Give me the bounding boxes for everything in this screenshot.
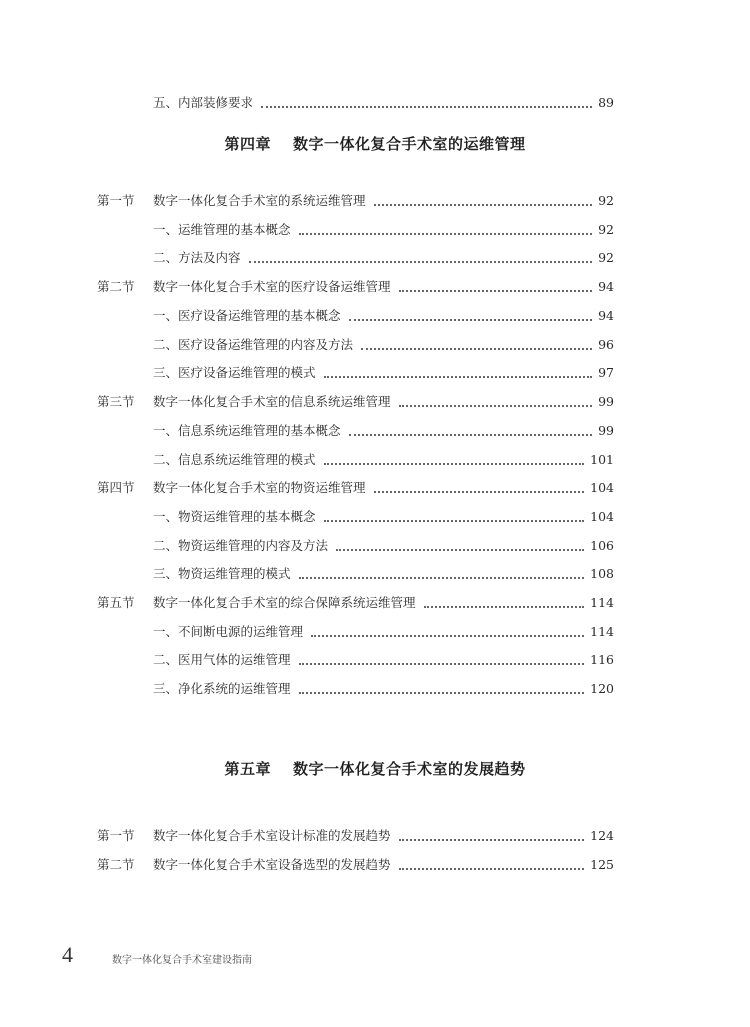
toc-entry-page: 94: [598, 279, 614, 294]
dot-leader: [299, 577, 585, 579]
chapter-title: 数字一体化复合手术室的运维管理: [293, 135, 526, 153]
toc-entry-page: 114: [590, 595, 614, 610]
toc-subsection: [153, 248, 614, 268]
dot-leader: [374, 204, 593, 206]
toc-entry-title: 数字一体化复合手术室的物资运维管理: [153, 480, 366, 495]
dot-leader: [349, 319, 593, 321]
toc-entry-page: 99: [598, 423, 614, 438]
toc-entry-title: 三、净化系统的运维管理: [153, 681, 291, 696]
section-number: 第二节: [97, 279, 135, 294]
toc-entry-page: 116: [590, 652, 614, 667]
toc-entry-page: 99: [598, 394, 614, 409]
dot-leader: [324, 463, 585, 465]
section-number: 第三节: [97, 394, 135, 409]
dot-leader: [399, 868, 585, 870]
toc-entry-title: 一、运维管理的基本概念: [153, 222, 291, 237]
dot-leader: [261, 106, 592, 108]
toc-entry-page: 106: [590, 538, 614, 553]
toc-entry-title: 二、物资运维管理的内容及方法: [153, 538, 329, 553]
toc-subsection: [153, 622, 614, 642]
toc-entry-page: 104: [590, 480, 614, 495]
dot-leader: [349, 434, 593, 436]
toc-entry-title: 数字一体化复合手术室的信息系统运维管理: [153, 394, 391, 409]
toc-entry-title: 一、物资运维管理的基本概念: [153, 509, 316, 524]
toc-entry-page: 92: [598, 193, 614, 208]
chapter-title: 数字一体化复合手术室的发展趋势: [293, 760, 526, 778]
toc-subsection: [153, 679, 614, 699]
dot-leader: [336, 549, 584, 551]
toc-entry-page: 120: [590, 681, 614, 696]
section-number: 第五节: [97, 595, 135, 610]
dot-leader: [374, 491, 585, 493]
toc-subsection: [153, 507, 614, 527]
toc-entry-title: 五、内部装修要求: [153, 95, 254, 110]
toc-entry-title: 数字一体化复合手术室的系统运维管理: [153, 193, 366, 208]
chapter-heading: [0, 758, 750, 779]
toc-section: [97, 478, 614, 498]
dot-leader: [324, 520, 585, 522]
dot-leader: [399, 839, 585, 841]
section-number: 第二节: [97, 857, 135, 872]
toc-entry-page: 124: [590, 828, 614, 843]
toc-entry-page: 101: [590, 452, 614, 467]
toc-entry-title: 数字一体化复合手术室的综合保障系统运维管理: [153, 595, 416, 610]
toc-subsection: [153, 306, 614, 326]
toc-entry-page: 96: [598, 337, 614, 352]
dot-leader: [299, 233, 593, 235]
toc-entry-page: 108: [590, 566, 614, 581]
toc-entry-title: 一、信息系统运维管理的基本概念: [153, 423, 341, 438]
toc-entry-page: 92: [598, 250, 614, 265]
toc-subsection: [153, 335, 614, 355]
section-number: 第四节: [97, 480, 135, 495]
dot-leader: [399, 405, 593, 407]
dot-leader: [249, 261, 593, 263]
chapter-heading: [0, 133, 750, 154]
toc-entry-page: 104: [590, 509, 614, 524]
toc-subsection: [153, 220, 614, 240]
toc-entry-title: 一、不间断电源的运维管理: [153, 624, 304, 639]
toc-entry-title: 数字一体化复合手术室的医疗设备运维管理: [153, 279, 391, 294]
toc-entry-page: 94: [598, 308, 614, 323]
dot-leader: [299, 663, 585, 665]
running-footer-title: 数字一体化复合手术室建设指南: [112, 955, 252, 966]
toc-entry-page: 114: [590, 624, 614, 639]
toc-entry-page: 89: [598, 95, 614, 110]
chapter-label: 第五章: [224, 760, 271, 778]
section-number: 第一节: [97, 828, 135, 843]
toc-subsection: [153, 536, 614, 556]
toc-subsection: [153, 421, 614, 441]
toc-subsection: [153, 450, 614, 470]
toc-entry-page: 125: [590, 857, 614, 872]
toc-entry-title: 二、方法及内容: [153, 250, 241, 265]
toc-entry-title: 二、信息系统运维管理的模式: [153, 452, 316, 467]
dot-leader: [424, 606, 585, 608]
toc-entry-title: 三、物资运维管理的模式: [153, 566, 291, 581]
toc-subsection: [153, 650, 614, 670]
toc-entry-title: 数字一体化复合手术室设计标准的发展趋势: [153, 828, 391, 843]
toc-section: [97, 191, 614, 211]
toc-entry-title: 二、医疗设备运维管理的内容及方法: [153, 337, 354, 352]
toc-section: [97, 392, 614, 412]
toc-section: [97, 855, 614, 875]
dot-leader: [299, 692, 585, 694]
toc-entry-page: 92: [598, 222, 614, 237]
dot-leader: [311, 635, 584, 637]
toc-section: [97, 277, 614, 297]
dot-leader: [399, 290, 593, 292]
toc-entry-title: 三、医疗设备运维管理的模式: [153, 365, 316, 380]
toc-section: [97, 593, 614, 613]
dot-leader: [361, 348, 592, 350]
toc-subsection: [153, 363, 614, 383]
toc-entry-title: 一、医疗设备运维管理的基本概念: [153, 308, 341, 323]
toc-section: [97, 826, 614, 846]
toc-entry-title: 数字一体化复合手术室设备选型的发展趋势: [153, 857, 391, 872]
toc-entry: [153, 93, 614, 113]
dot-leader: [324, 376, 593, 378]
toc-entry-page: 97: [598, 365, 614, 380]
toc-subsection: [153, 564, 614, 584]
section-number: 第一节: [97, 193, 135, 208]
toc-entry-title: 二、医用气体的运维管理: [153, 652, 291, 667]
page-number: 4: [62, 942, 73, 967]
chapter-label: 第四章: [224, 135, 271, 153]
